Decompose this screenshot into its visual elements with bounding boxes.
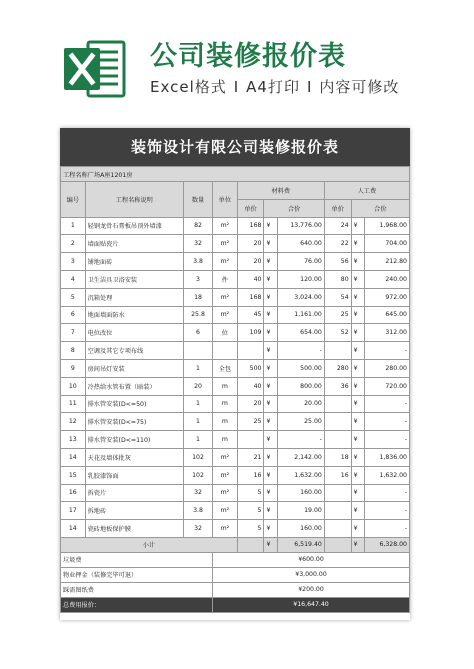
cell-no: 13 (61, 431, 86, 449)
cell-material-currency: ¥ (264, 413, 277, 431)
cell-no: 10 (61, 377, 86, 395)
grand-total-row (61, 597, 410, 612)
cell-name: 空调及其它专项布线 (85, 342, 183, 360)
cell-unit: m² (213, 520, 238, 538)
table-row (61, 377, 410, 395)
subtotal-material-total: 6,519.40 (277, 537, 324, 552)
cell-labor-price (324, 431, 351, 449)
cell-qty: 6 (183, 324, 212, 342)
cell-material-total: 800.00 (277, 377, 324, 395)
grand-total-value: ¥16,647.40 (213, 597, 410, 612)
cell-labor-total: 972.00 (365, 288, 410, 306)
cell-material-currency: ¥ (264, 377, 277, 395)
fee-row (61, 567, 410, 582)
cell-no: 5 (61, 288, 86, 306)
fee-row (61, 552, 410, 567)
cell-material-total: 13,776.00 (277, 217, 324, 235)
cell-labor-price: 16 (324, 466, 351, 484)
col-header-labor-total: 合价 (351, 199, 409, 217)
cell-no: 16 (61, 484, 86, 502)
cell-labor-total: 312.00 (365, 324, 410, 342)
cell-labor-total: - (365, 431, 410, 449)
cell-material-price: 16 (237, 466, 264, 484)
cell-no: 8 (61, 342, 86, 360)
table-row (61, 466, 410, 484)
cell-material-price: 5 (237, 502, 264, 520)
cell-qty: 82 (183, 217, 212, 235)
cell-name: 瓷砖地板保护膜 (85, 520, 183, 538)
cell-labor-price: 24 (324, 217, 351, 235)
cell-qty: 3 (183, 270, 212, 288)
cell-no: 9 (61, 359, 86, 377)
cell-unit: m² (213, 306, 238, 324)
cell-material-currency: ¥ (264, 288, 277, 306)
cell-no: 3 (61, 253, 86, 271)
cell-unit: m² (213, 466, 238, 484)
table-row (61, 217, 410, 235)
col-header-material: 材料费 (237, 182, 324, 200)
table-row (61, 324, 410, 342)
cell-qty: 18 (183, 288, 212, 306)
cell-material-currency: ¥ (264, 324, 277, 342)
cell-labor-total: - (365, 520, 410, 538)
col-header-no: 编号 (61, 182, 86, 218)
cell-unit (213, 342, 238, 360)
cell-labor-currency: ¥ (351, 306, 364, 324)
tag-a4-print: A4打印 (246, 78, 300, 96)
cell-qty (183, 342, 212, 360)
cell-no: 6 (61, 306, 86, 324)
cell-unit: 件 (213, 270, 238, 288)
cell-name: 轻钢龙骨石膏板吊顶外墙漆 (85, 217, 183, 235)
table-row (61, 359, 410, 377)
table-row (61, 520, 410, 538)
cell-no: 14 (61, 520, 86, 538)
cell-name: 排水管安装(D<=75) (85, 413, 183, 431)
fee-label: 物业押金（装修完毕可退） (61, 567, 213, 582)
sheet-title: 装饰设计有限公司装修报价表 (60, 128, 410, 166)
cell-material-currency: ¥ (264, 253, 277, 271)
table-row (61, 502, 410, 520)
cell-material-total: 640.00 (277, 235, 324, 253)
tag-editable: 内容可修改 (319, 78, 400, 96)
cell-material-currency: ¥ (264, 217, 277, 235)
cell-labor-total: - (365, 502, 410, 520)
cell-labor-currency: ¥ (351, 270, 364, 288)
cell-material-total: - (277, 431, 324, 449)
cell-material-currency: ¥ (264, 359, 277, 377)
col-header-material-price: 单价 (237, 199, 264, 217)
col-header-labor: 人工费 (324, 182, 409, 200)
cell-qty: 32 (183, 235, 212, 253)
cell-name: 墙面贴瓷片 (85, 235, 183, 253)
cell-labor-total: 280.00 (365, 359, 410, 377)
cell-material-currency: ¥ (264, 235, 277, 253)
table-row (61, 431, 410, 449)
cell-name: 房间吊灯安装 (85, 359, 183, 377)
table-row (61, 270, 410, 288)
excel-logo-icon (62, 36, 128, 102)
cell-labor-total: 1,632.00 (365, 466, 410, 484)
cell-qty: 20 (183, 377, 212, 395)
cell-no: 7 (61, 324, 86, 342)
cell-labor-total: 704.00 (365, 235, 410, 253)
cell-labor-price: 56 (324, 253, 351, 271)
cell-labor-price: 22 (324, 235, 351, 253)
cell-labor-currency: ¥ (351, 395, 364, 413)
cell-unit: m² (213, 235, 238, 253)
cell-name: 天花及墙体批灰 (85, 448, 183, 466)
cell-labor-price: 54 (324, 288, 351, 306)
subtotal-labor-total: 6,328.00 (365, 537, 410, 552)
table-row (61, 235, 410, 253)
cell-labor-total: 1,836.00 (365, 448, 410, 466)
col-header-labor-price: 单价 (324, 199, 351, 217)
cell-labor-currency: ¥ (351, 235, 364, 253)
cell-material-total: 25.00 (277, 413, 324, 431)
cell-labor-price: 52 (324, 324, 351, 342)
table-row (61, 413, 410, 431)
tag-separator: I (306, 78, 313, 96)
cell-labor-currency: ¥ (351, 217, 364, 235)
cell-labor-currency: ¥ (351, 288, 364, 306)
subtotal-label: 小计 (61, 537, 238, 552)
cell-labor-currency: ¥ (351, 359, 364, 377)
cell-qty: 32 (183, 484, 212, 502)
cell-unit: m (213, 377, 238, 395)
cell-labor-price: 280 (324, 359, 351, 377)
cell-material-price: 500 (237, 359, 264, 377)
col-header-name: 工程名称说明 (85, 182, 183, 218)
quote-sheet (60, 128, 410, 620)
cell-no: 2 (61, 235, 86, 253)
cell-material-price: 168 (237, 288, 264, 306)
cell-material-price: 40 (237, 270, 264, 288)
subtotal-material-price (237, 537, 264, 552)
cell-unit: 全包 (213, 359, 238, 377)
cell-labor-price (324, 413, 351, 431)
cell-qty: 3.8 (183, 253, 212, 271)
cell-qty: 1 (183, 431, 212, 449)
cell-name: 沉箱处理 (85, 288, 183, 306)
cell-unit: 位 (213, 324, 238, 342)
cell-material-price (237, 342, 264, 360)
subtotal-labor-currency: ¥ (351, 537, 364, 552)
cell-material-price: 20 (237, 235, 264, 253)
cell-material-price: 21 (237, 448, 264, 466)
cell-material-price: 20 (237, 253, 264, 271)
cell-material-total: 3,024.00 (277, 288, 324, 306)
cell-labor-total: 212.80 (365, 253, 410, 271)
cell-labor-currency: ¥ (351, 253, 364, 271)
cell-qty: 102 (183, 466, 212, 484)
cell-material-currency: ¥ (264, 342, 277, 360)
cell-labor-total: 645.00 (365, 306, 410, 324)
cell-labor-currency: ¥ (351, 466, 364, 484)
cell-unit: m² (213, 217, 238, 235)
cell-material-total: 2,142.00 (277, 448, 324, 466)
cell-labor-total: - (365, 484, 410, 502)
fee-value: ¥3,000.00 (213, 567, 410, 582)
cell-material-currency: ¥ (264, 431, 277, 449)
cell-name: 电位改位 (85, 324, 183, 342)
tag-separator: I (233, 78, 240, 96)
cell-labor-price: 25 (324, 306, 351, 324)
cell-labor-currency: ¥ (351, 502, 364, 520)
cell-no: 1 (61, 217, 86, 235)
cell-labor-currency: ¥ (351, 377, 364, 395)
cell-material-price: 20 (237, 395, 264, 413)
fee-label: 踩需图纸费 (61, 582, 213, 597)
col-header-unit: 单位 (213, 182, 238, 218)
cell-name: 排水管安装(D<=50) (85, 395, 183, 413)
cell-unit: m (213, 395, 238, 413)
cell-qty: 3.8 (183, 502, 212, 520)
table-row (61, 395, 410, 413)
cell-unit: m (213, 413, 238, 431)
cell-material-currency: ¥ (264, 270, 277, 288)
col-header-qty: 数量 (183, 182, 212, 218)
cell-material-currency: ¥ (264, 484, 277, 502)
cell-material-total: 120.00 (277, 270, 324, 288)
cell-no: 11 (61, 395, 86, 413)
cell-labor-total: 1,968.00 (365, 217, 410, 235)
cell-material-currency: ¥ (264, 306, 277, 324)
cell-name: 地面墙面防水 (85, 306, 183, 324)
cell-qty: 25.8 (183, 306, 212, 324)
cell-no: 17 (61, 502, 86, 520)
fee-label: 垃圾费 (61, 552, 213, 567)
cell-labor-currency: ¥ (351, 484, 364, 502)
cell-material-price (237, 431, 264, 449)
cell-name: 拆地砖 (85, 502, 183, 520)
cell-material-total: 500.00 (277, 359, 324, 377)
cell-labor-price (324, 342, 351, 360)
cell-material-total: 160.00 (277, 520, 324, 538)
col-header-material-total: 合价 (264, 199, 324, 217)
cell-material-price: 25 (237, 413, 264, 431)
cell-labor-total: - (365, 342, 410, 360)
cell-labor-currency: ¥ (351, 520, 364, 538)
project-name: 工程名称广场A座1201房 (61, 167, 410, 182)
cell-material-total: 20.00 (277, 395, 324, 413)
cell-unit: m² (213, 448, 238, 466)
cell-no: 12 (61, 413, 86, 431)
cell-name: 铺地面砖 (85, 253, 183, 271)
cell-labor-currency: ¥ (351, 413, 364, 431)
cell-labor-price (324, 502, 351, 520)
cell-no: 14 (61, 448, 86, 466)
cell-name: 冷热给水管布置（暗装） (85, 377, 183, 395)
cell-unit: m² (213, 253, 238, 271)
cell-unit: m (213, 431, 238, 449)
fee-value: ¥200.00 (213, 582, 410, 597)
cell-labor-total: - (365, 413, 410, 431)
cell-material-price: 40 (237, 377, 264, 395)
cell-material-price: 5 (237, 484, 264, 502)
cell-unit: m² (213, 502, 238, 520)
cell-unit: m² (213, 288, 238, 306)
cell-labor-currency: ¥ (351, 448, 364, 466)
table-row (61, 448, 410, 466)
cell-material-total: 160.00 (277, 484, 324, 502)
cell-name: 卫生洁具卫浴安装 (85, 270, 183, 288)
cell-material-currency: ¥ (264, 448, 277, 466)
table-row (61, 288, 410, 306)
cell-labor-price: 80 (324, 270, 351, 288)
cell-name: 排水管安装(D<=110) (85, 431, 183, 449)
cell-material-price: 5 (237, 520, 264, 538)
cell-qty: 1 (183, 413, 212, 431)
table-row (61, 342, 410, 360)
cell-labor-price: 36 (324, 377, 351, 395)
cell-unit: m² (213, 484, 238, 502)
cell-no: 15 (61, 466, 86, 484)
cell-material-total: 654.00 (277, 324, 324, 342)
feature-tags (150, 76, 450, 97)
cell-material-price: 45 (237, 306, 264, 324)
table-row (61, 306, 410, 324)
cell-no: 4 (61, 270, 86, 288)
cell-labor-price (324, 484, 351, 502)
tag-excel-format: Excel格式 (150, 78, 227, 96)
subtotal-material-currency: ¥ (264, 537, 277, 552)
table-row (61, 484, 410, 502)
cell-labor-currency: ¥ (351, 342, 364, 360)
cell-material-total: - (277, 342, 324, 360)
cell-name: 拆瓷片 (85, 484, 183, 502)
table-row (61, 253, 410, 271)
cell-material-price: 168 (237, 217, 264, 235)
page-title: 公司装修报价表 (150, 41, 346, 72)
cell-labor-price: 18 (324, 448, 351, 466)
cell-material-total: 1,161.00 (277, 306, 324, 324)
cell-labor-total: 720.00 (365, 377, 410, 395)
cell-material-currency: ¥ (264, 395, 277, 413)
cell-material-total: 76.00 (277, 253, 324, 271)
cell-name: 乳胶漆饰面 (85, 466, 183, 484)
cell-qty: 32 (183, 520, 212, 538)
grand-total-label: 总费用报价： (61, 597, 213, 612)
cell-qty: 102 (183, 448, 212, 466)
cell-labor-currency: ¥ (351, 324, 364, 342)
cell-qty: 1 (183, 359, 212, 377)
cell-labor-total: - (365, 395, 410, 413)
cell-material-currency: ¥ (264, 502, 277, 520)
subtotal-labor-price (324, 537, 351, 552)
quote-table (60, 166, 410, 613)
cell-labor-currency: ¥ (351, 431, 364, 449)
cell-material-currency: ¥ (264, 520, 277, 538)
cell-material-total: 1,632.00 (277, 466, 324, 484)
cell-material-total: 19.00 (277, 502, 324, 520)
cell-material-price: 109 (237, 324, 264, 342)
cell-material-currency: ¥ (264, 466, 277, 484)
cell-labor-total: 240.00 (365, 270, 410, 288)
fee-row (61, 582, 410, 597)
cell-labor-price (324, 520, 351, 538)
cell-qty: 1 (183, 395, 212, 413)
fee-value: ¥600.00 (213, 552, 410, 567)
cell-labor-price (324, 395, 351, 413)
subtotal-row (61, 537, 410, 552)
